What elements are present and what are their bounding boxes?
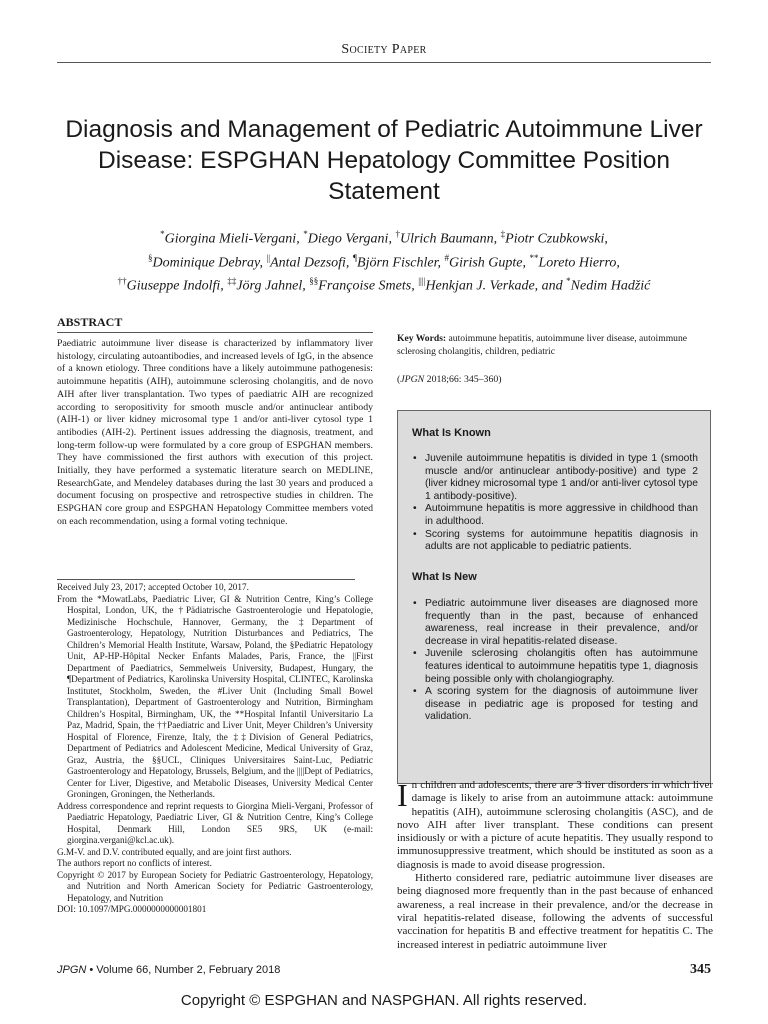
keywords: [397, 333, 713, 358]
list-item: [412, 453, 698, 503]
author-name: Björn Fischler,: [357, 255, 445, 271]
what-is-new-heading: What Is New: [412, 571, 477, 583]
author-mark: #: [444, 252, 450, 263]
author-name: Ulrich Baumann,: [399, 231, 501, 247]
author-mark: ||||: [418, 276, 426, 287]
conflicts-note: The authors report no conflicts of interest.: [57, 858, 212, 868]
body-paragraph: [397, 779, 713, 872]
address-note: Address correspondence and reprint requests to Giorgina Mieli-Vergani, Professor of Paediatric Hepatology, Paediatric Liver, GI & Nutrition Centre, King’s College Hospital, Denmark Hill, London SE5 9RS, UK (e-mail: giorgina.vergani@kcl.ac.uk).: [57, 800, 373, 845]
paper-title: Diagnosis and Management of Pediatric Autoimmune Liver Disease: ESPGHAN Hepatology Committee Position Statement: [65, 116, 703, 205]
author-name: Jörg Jahnel,: [236, 278, 310, 294]
author-mark: §: [148, 252, 153, 263]
author-name: Loreto Hierro,: [538, 255, 620, 271]
author-mark: ||: [266, 252, 271, 263]
author-mark: ¶: [352, 252, 358, 263]
what-is-new-list: [412, 598, 698, 724]
keywords-text: autoimmune hepatitis, autoimmune liver disease, autoimmune sclerosing cholangitis, children, pediatric: [397, 333, 688, 357]
list-item: [412, 686, 698, 724]
footer-journal-name: JPGN: [57, 964, 87, 976]
footnotes: [57, 582, 373, 916]
author-mark: †: [395, 229, 400, 239]
author-name: Piotr Czubkowski,: [505, 231, 608, 247]
author-name: Giorgina Mieli-Vergani,: [164, 231, 304, 247]
footer-journal: [57, 964, 280, 976]
author-name: Diego Vergani,: [307, 231, 396, 247]
copyright-note: Copyright © 2017 by European Society for Pediatric Gastroenterology, Hepatology, and Nutrition and North American Society for Pediatric Gastroenterology, Hepatology, and Nutrition: [57, 869, 373, 903]
what-is-known-list: [412, 453, 698, 554]
copyright-banner: Copyright © ESPGHAN and NASPGHAN. All rights reserved.: [180, 992, 588, 1009]
author-mark: *: [566, 276, 571, 287]
bullet-icon: •: [413, 528, 417, 540]
list-item: [412, 503, 698, 528]
author-name: Henkjan J. Verkade, and: [425, 278, 567, 294]
list-item: [412, 648, 698, 686]
author-name: Françoise Smets,: [318, 278, 419, 294]
body-text: [397, 779, 713, 952]
list-item: [412, 529, 698, 554]
author-mark: **: [529, 252, 539, 263]
bullet-icon: •: [413, 686, 417, 698]
bullet-icon: •: [413, 598, 417, 609]
abstract-heading: ABSTRACT: [57, 315, 123, 329]
header-rule: [57, 62, 711, 63]
author-mark: ††: [117, 276, 127, 287]
author-mark: ‡‡: [227, 276, 237, 287]
section-label: Society Paper: [341, 42, 427, 57]
list-item-text: Pediatric autoimmune liver diseases are diagnosed more frequently than in the past, because of enhanced awareness, real increase in their prevalence, and/or decrease in viral hepatitis-related disease.: [425, 598, 698, 647]
what-is-known-heading: What Is Known: [412, 427, 491, 439]
bullet-icon: •: [413, 453, 417, 464]
keywords-label: Key Words:: [397, 333, 447, 344]
list-item-text: Juvenile sclerosing cholangitis often has autoimmune features identical to autoimmune hepatitis type 1, diagnosis being possible only with cholangiography.: [425, 648, 698, 685]
citation-prefix: (: [397, 374, 401, 385]
bullet-icon: •: [413, 503, 417, 515]
abstract-rule: [57, 332, 373, 333]
citation: [397, 374, 502, 385]
list-item: [412, 598, 698, 648]
received-note: Received July 23, 2017; accepted October 10, 2017.: [57, 582, 249, 592]
author-name: Girish Gupte,: [449, 255, 530, 271]
bullet-icon: •: [413, 648, 417, 660]
author-name: Antal Dezsofi,: [270, 255, 353, 271]
author-mark: §§: [309, 276, 319, 287]
citation-journal: JPGN: [400, 374, 425, 385]
list-item-text: Juvenile autoimmune hepatitis is divided in type 1 (smooth muscle and/or antinuclear antibody-positive) and type 2 (liver kidney microsomal type 1 and/or anti-liver cytosol type 1 antibody-positive).: [425, 453, 698, 502]
footer-issue: • Volume 66, Number 2, February 2018: [86, 964, 281, 976]
body-paragraph-text: n children and adolescents, there are 3 liver disorders in which liver damage is likely to arise from an autoimmune attack: autoimmune hepatitis (AIH), autoimmune sclerosing cholangitis (ASC), and de novo AIH after liver transplant. These conditions can present insidiously or with a picture of acute hepatitis. They usually respond to immunosuppressive treatment, which should be instituted as soon as a diagnosis is made to avoid disease progression.: [397, 779, 713, 871]
author-name: Dominique Debray,: [152, 255, 267, 271]
author-mark: *: [160, 229, 165, 239]
page-number: 345: [690, 962, 711, 977]
contribution-note: G.M-V. and D.V. contributed equally, and are joint first authors.: [57, 846, 292, 857]
author-name: Giuseppe Indolfi,: [126, 278, 228, 294]
author-list: [40, 225, 728, 296]
citation-rest: 2018;66: 345–360): [424, 374, 502, 385]
list-item-text: Autoimmune hepatitis is more aggressive in childhood than in adulthood.: [425, 503, 698, 527]
affiliations-note: From the *MowatLabs, Paediatric Liver, GI & Nutrition Centre, King’s College Hospital, London, UK, the †Pädiatrische Gastroenterologie und Hepatologie, Medizinische Hochschule, Hannover, Germany, the ‡Department of Gastroenterology, Hepatology, Nutrition Disturbances and Pediatrics, The Children’s Memorial Health Institute, Warsaw, Poland, the §Pediatric Hepatology Unit, AP-HP-Hôpital Necker Enfants Malades, Paris, France, the ||First Department of Paediatrics, Semmelweis University, Budapest, Hungary, the ¶Department of Pediatrics, Karolinska University Hospital, CLINTEC, Karolinska Institutet, Stockholm, Sweden, the #Liver Unit (Including Small Bowel Transplantation), Department of Gastroenterology and Nutrition, Birmingham Children’s Hospital, Birmingham, UK, the **Hospital Infantil Universitario La Paz, Madrid, Spain, the ††Paediatric and Liver Unit, Meyer Children’s University Hospital of Florence, Firenze, Italy, the ‡‡Division of General Pediatrics, Department of Pediatrics and Adolescent Medicine, Medical University of Graz, Graz, Austria, the §§UCL, Cliniques Universitaires Saint-Luc, Pediatric Gastroenterology and Hepatology, Brussels, Belgium, and the ||||Dept of Pediatrics, Center for Liver, Digestive, and Metabolic Diseases, University Medical Center Groningen, Groningen, the Netherlands.: [57, 593, 373, 799]
author-name: Nedim Hadžić: [570, 278, 651, 294]
list-item-text: A scoring system for the diagnosis of autoimmune liver disease in pediatric age is proposed for testing and validation.: [425, 686, 698, 723]
author-mark: ‡: [500, 229, 506, 239]
footnote-rule: [57, 579, 355, 580]
list-item-text: Scoring systems for autoimmune hepatitis diagnosis in adults are not applicable to pediatric patients.: [425, 528, 698, 553]
body-paragraph: Hitherto considered rare, pediatric autoimmune liver diseases are being diagnosed more frequently than in the past because of enhanced awareness, a real increase in their prevalence, and/or the decrease in viral hepatitis-related disease, following the advents of successful vaccination for hepatitis B and effective treatment for hepatitis C. The increased interest in pediatric autoimmune liver: [397, 872, 713, 951]
summary-box: [397, 410, 711, 784]
abstract-text: Paediatric autoimmune liver disease is characterized by inflammatory liver histology, circulating autoantibodies, and increased levels of IgG, in the absence of a known etiology. Three conditions have a likely autoimmune pathogenesis: autoimmune hepatitis (AIH), autoimmune sclerosing cholangitis, and de novo AIH after liver transplantation. Two types of paediatric AIH are recognized according to seropositivity for smooth muscle and/or antinuclear antibody (AIH-1) or liver kidney microsomal type 1 and/or anti-liver cytosol type 1 antibodies (AIH-2). Pertinent issues addressing the diagnosis, treatment, and long-term follow-up were formulated by a core group of ESPGHAN members. They have commissioned the first authors with execution of this project. Initially, they have performed a systematic literature search on MEDLINE, ResearchGate, and Mendeley databases during the last 30 years and produced a document focusing on prospective and retrospective studies in children. The ESPGHAN core group and ESPGHAN Hepatology Committee members voted on each recommendation, using a formal voting technique.: [57, 338, 373, 527]
doi-note: DOI: 10.1097/MPG.0000000000001801: [57, 904, 207, 914]
drop-cap: I: [397, 777, 408, 813]
author-mark: *: [303, 229, 308, 239]
